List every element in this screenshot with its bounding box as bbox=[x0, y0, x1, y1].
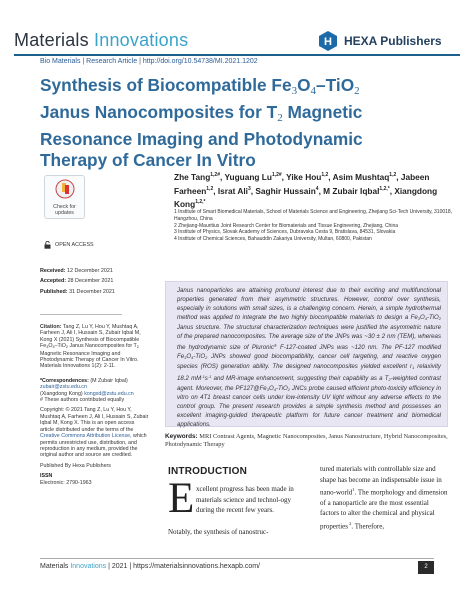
correspondence-label: *Correspondences: bbox=[40, 377, 89, 384]
keywords-label: Keywords: bbox=[165, 433, 198, 440]
section-label: Bio Materials | Research Article bbox=[40, 58, 138, 65]
title-subscript: 2 bbox=[354, 85, 360, 97]
abstract-sup: -1 bbox=[201, 373, 205, 379]
title-subscript: 2 bbox=[277, 112, 283, 124]
intro-text: . Therefore, bbox=[351, 522, 385, 531]
open-access-text: OPEN ACCESS bbox=[55, 242, 94, 248]
license-link[interactable]: Creative Commons Attribution License bbox=[40, 433, 131, 440]
abstract-part: JNCs probe caused efficient photo-toxicity efficiency in vitro on 4T1 breast cancer cells under low-intensity UV light without any adverse effects to the control group. The present research provides a simple synthesis method and possesses an excellent imaging-guided therapeutic platform for future cancer treatment and biomedical applications. bbox=[177, 384, 441, 429]
dates-divider bbox=[40, 314, 122, 315]
footer-url[interactable]: | 2021 | https://materialsinnovations.hexapb.com/ bbox=[106, 563, 260, 570]
hexa-h-icon bbox=[317, 30, 339, 52]
abstract-part: and MR-image enhancement, suggesting their capability as a T bbox=[211, 374, 389, 382]
abstract-sub: 1 bbox=[412, 364, 415, 370]
accepted-label: Accepted: bbox=[40, 278, 67, 285]
abstract-sub: 4 bbox=[273, 386, 276, 392]
published-by: Published By Hexa Publishers bbox=[40, 462, 111, 469]
article-meta bbox=[40, 58, 258, 65]
published-date bbox=[40, 287, 115, 297]
intro-text: tured materials with controllable size and shape has become an indispensable issue in nano-world bbox=[320, 465, 442, 497]
journal-name bbox=[14, 30, 188, 51]
accepted-date bbox=[40, 276, 115, 286]
publisher-name: HEXA Publishers bbox=[344, 34, 442, 48]
doi-link[interactable]: http://doi.org/10.54738/MI.2021.1202 bbox=[142, 58, 258, 65]
article-sidebar bbox=[40, 324, 150, 490]
abstract-part: s bbox=[204, 374, 208, 382]
citation-subscript: 4 bbox=[52, 345, 55, 350]
footer-journal: Materials bbox=[40, 563, 71, 570]
intro-text-continued: Notably, the synthesis of nanostruc- bbox=[168, 528, 269, 536]
issn-label: ISSN bbox=[40, 473, 53, 480]
check-updates-line1: Check for bbox=[53, 204, 76, 210]
email-link[interactable]: kongxd@zstu.edu.cn bbox=[84, 390, 134, 397]
journal-name-accent: Innovations bbox=[94, 30, 189, 50]
title-part: –TiO bbox=[316, 75, 355, 95]
footer-rule bbox=[40, 558, 434, 559]
intro-column-2 bbox=[320, 464, 448, 532]
affiliation-1: 1 Institute of Smart Biomedical Materials, School of Materials Science and Engineering, Zhejiang Sci-Tech University, 310018, Hangzhou, China bbox=[174, 209, 453, 222]
copyright bbox=[40, 407, 150, 458]
abstract-sub: 3 bbox=[417, 315, 420, 321]
introduction-heading: INTRODUCTION bbox=[168, 466, 248, 477]
abstract-part: relaxivity 18.2 mM bbox=[177, 362, 441, 382]
received-label: Received: bbox=[40, 268, 66, 274]
publisher-logo bbox=[317, 30, 442, 52]
title-part: Synthesis of Biocompatible Fe bbox=[40, 75, 292, 95]
page-footer bbox=[40, 563, 260, 570]
issn bbox=[40, 473, 150, 486]
citation-subscript: 2 bbox=[65, 345, 68, 350]
copyright-text: , which permits unrestricted use, distribution, and reproduction in any medium, provided the original author and source are credited. bbox=[40, 433, 147, 459]
abstract-sub: 2 bbox=[205, 354, 208, 360]
received-value: 12 December 2021 bbox=[66, 268, 113, 274]
abstract-part: Janus nanoparticles are attaining profound interest due to their exciting and multifunctional properties generated from their asymmetric structures. However, control over synthesis, especially in solutions with small sizes, is a challenging concern. Herein, a simple hydrothermal method was applied to integrate the two highly biocompatible materials to design a Fe bbox=[177, 287, 441, 321]
footer-journal-accent: Innovations bbox=[70, 563, 107, 570]
keywords bbox=[165, 433, 455, 449]
meta-separator: | bbox=[137, 58, 143, 65]
title-subscript: 4 bbox=[310, 85, 317, 97]
abstract-sub: 2 bbox=[388, 376, 391, 382]
drop-cap: E bbox=[168, 475, 195, 522]
citation-subscript: 3 bbox=[46, 345, 49, 350]
citation bbox=[40, 324, 150, 370]
abstract-sub: 2 bbox=[438, 315, 441, 321]
published-label: Published: bbox=[40, 288, 68, 295]
affiliation-4: 4 Institute of Chemical Sciences, Bahauddin Zakariya University, Multan, 60800, Pakistan bbox=[174, 236, 372, 243]
page-header bbox=[0, 0, 474, 54]
abstract-sup: -1 bbox=[207, 373, 212, 379]
citation-label: Citation: bbox=[40, 324, 62, 330]
title-part: O bbox=[297, 75, 311, 95]
abstract-part: O bbox=[268, 384, 274, 392]
keywords-text: MRI Contrast Agents, Magnetic Nanocomposites, Janus Nanostructure, Hybrid Nanocomposites, Photodynamic Therapy bbox=[165, 433, 448, 448]
correspondence-name: (Xiangdong Kong) bbox=[40, 390, 85, 397]
journal-name-main: Materials bbox=[14, 30, 95, 50]
citation-text: Magnetic Resonance Imaging and Photodynamic Therapy of Cancer In Vitro. Materials Innovations 1(2): 2-11. bbox=[40, 350, 139, 370]
abstract-part: -weighted contrast agent. Moreover, the PF127@Fe bbox=[177, 374, 441, 392]
intro-text: . The morphology and dimension of a nanoparticle are the most essential factors to alter the chemical and physical properties bbox=[320, 488, 448, 531]
email-link[interactable]: zubair@zstu.edu.cn bbox=[40, 384, 87, 391]
citation-text: Janus Nanocomposites for T bbox=[67, 343, 137, 350]
abstract-part: -TiO bbox=[275, 384, 288, 392]
article-dates bbox=[40, 266, 115, 297]
equal-contribution-note: # These authors contributed equally bbox=[40, 397, 125, 404]
article-title bbox=[40, 75, 460, 171]
abstract-sub: 4 bbox=[191, 354, 194, 360]
copyright-text: Copyright: © 2021 Tang Z, Lu Y, Hou Y, Mushtaq A, Farheen J, Ali I, Hussain S, Zubair Iqbal M, Kong X. This is an open access article distributed under the terms of the bbox=[40, 407, 149, 433]
title-part: Janus Nanocomposites for T bbox=[40, 102, 278, 122]
open-lock-icon bbox=[44, 241, 51, 249]
affiliation-3: 3 Institute of Physics, Slovak Academy of Sciences, Dubravska Cesta 9, Bratislava, 84531, Slovakia bbox=[174, 229, 396, 236]
page-number: 2 bbox=[418, 561, 434, 574]
abstract-part: JNPs showed good biocompatibility, cancer cell targeting, and reactive oxygen species (ROS) generation ability. The designed nanocomposites yielded excellent r bbox=[177, 352, 441, 370]
author-list: Zhe Tang$^{1,2\#}$, Yuguang $Lu^{1,2\#}$, Yike Hou$^{1,2}$, Asim Mushtaq$^{1,2}$, Jabeen Farheen$^{1,2}$, Israt Ali$^3$, Saghir Hussain$^4$, M Zubair Iqbal$^{1,2,*}$, Xiangdong Kong$^{1,2,*}$ bbox=[174, 172, 438, 209]
affiliations bbox=[174, 209, 464, 243]
abstract-part: O bbox=[419, 313, 425, 321]
abstract-sup: ® bbox=[273, 342, 277, 348]
correspondence-name: (M Zubair Iqbal) bbox=[88, 377, 128, 384]
check-updates-line2: updates bbox=[55, 210, 74, 216]
check-updates-icon bbox=[55, 179, 75, 199]
citation-text: O bbox=[48, 343, 53, 350]
intro-text: xcellent progress has been made in materials science and technol-ogy during the recent few years. bbox=[196, 485, 294, 515]
abstract-sub: 4 bbox=[424, 315, 427, 321]
correspondence bbox=[40, 378, 150, 404]
abstract-part: O bbox=[186, 352, 192, 360]
citation-ref[interactable]: 1 bbox=[352, 487, 355, 492]
published-value: 31 December 2021 bbox=[69, 288, 115, 295]
intro-column-1 bbox=[168, 484, 306, 536]
title-part: Magnetic bbox=[282, 102, 363, 122]
issn-value: Electronic: 2790-1963 bbox=[40, 479, 92, 486]
svg-text:H: H bbox=[324, 36, 332, 48]
header-rule bbox=[14, 54, 460, 56]
citation-text: Tang Z, Lu Y, Hou Y, Mushtaq A, Farheen J, Ali I, Hussain S, Zubair Iqbal M, Kong X (2021) Synthesis of Biocompatible Fe bbox=[40, 324, 141, 350]
check-updates-label bbox=[45, 204, 84, 216]
abstract-part: F-127-coated JNPs was ~120 nm. The PF-127 modified Fe bbox=[177, 343, 441, 360]
open-access-label bbox=[44, 241, 94, 249]
citation-subscript: 2 bbox=[136, 345, 139, 350]
abstract-sub: 3 bbox=[266, 386, 269, 392]
citation-ref[interactable]: 2 bbox=[348, 520, 352, 526]
abstract-sub: 3 bbox=[184, 354, 187, 360]
affiliation-2: 2 Zhejiang-Mauritius Joint Research Center for Biomaterials and Tissue Engineering, Zhejiang, China bbox=[174, 222, 399, 229]
received-date bbox=[40, 266, 115, 276]
accepted-value: 28 December 2021 bbox=[67, 278, 114, 285]
abstract-sub: 2 bbox=[287, 386, 290, 392]
abstract-part: Janus structure. The structural characterization techniques were justified the asymmetric nature of the prepared nanocomposites. The average size of the JNPs was ~30 ± 2 nm (TEM), whereas the hydrodynamic size of Pluronic bbox=[177, 323, 441, 351]
abstract-part: -TiO bbox=[426, 313, 439, 321]
abstract-box bbox=[165, 281, 448, 427]
title-part: Therapy of Cancer In Vitro bbox=[40, 150, 256, 170]
abstract-part: -TiO bbox=[193, 352, 206, 360]
check-for-updates-badge[interactable] bbox=[44, 175, 85, 219]
title-subscript: 3 bbox=[291, 85, 298, 97]
title-part: Resonance Imaging and Photodynamic bbox=[40, 129, 363, 149]
citation-text: –TiO bbox=[54, 343, 66, 350]
abstract-text bbox=[177, 287, 441, 430]
